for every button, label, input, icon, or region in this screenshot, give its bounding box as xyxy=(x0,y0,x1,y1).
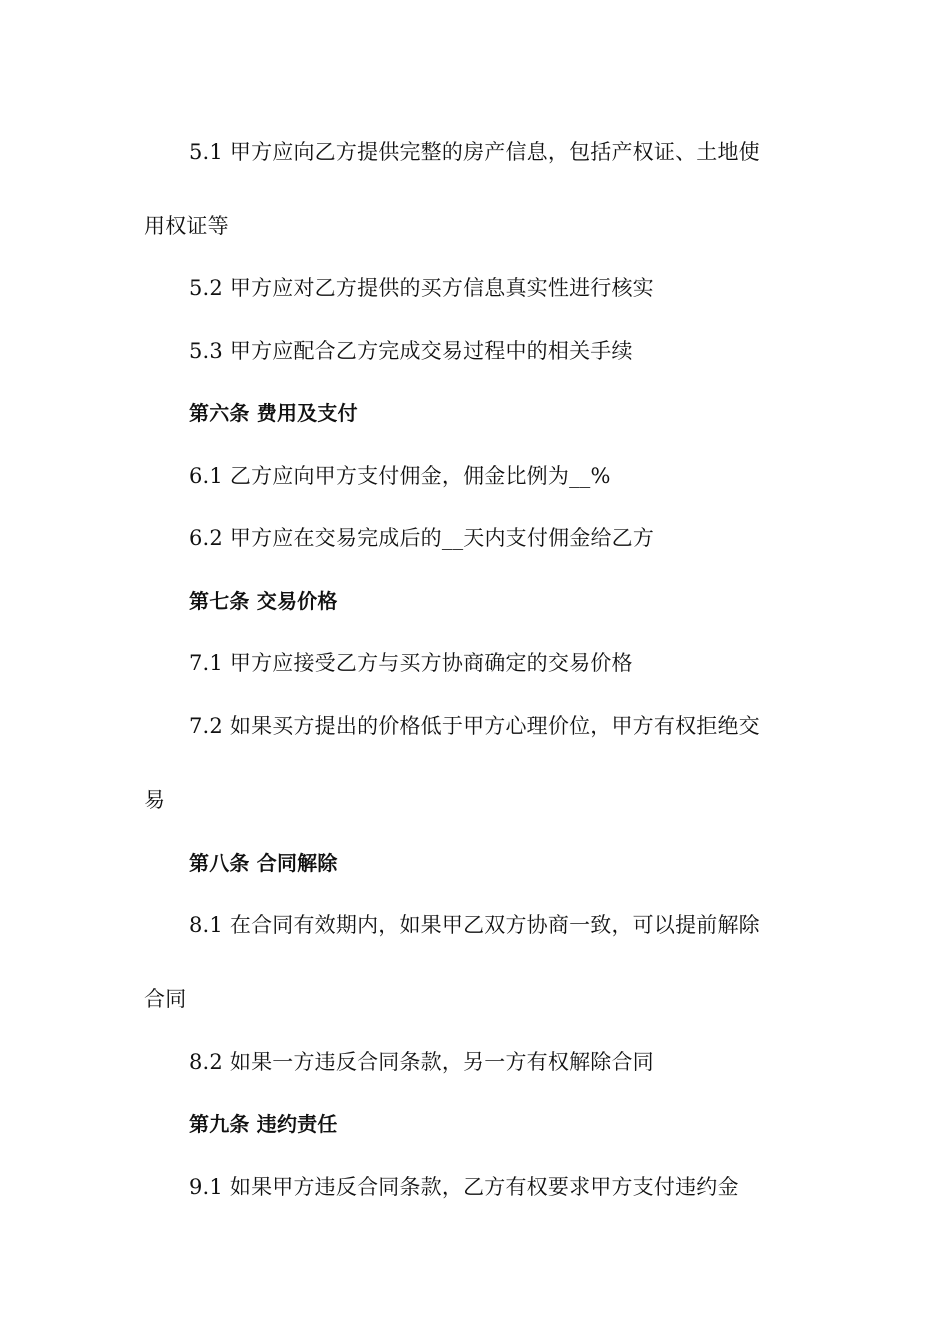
clause-6-1: 6.1 乙方应向甲方支付佣金，佣金比例为__% xyxy=(189,464,611,488)
clause-7-2-continued: 易 xyxy=(144,788,166,812)
clause-7-2: 7.2 如果买方提出的价格低于甲方心理价位，甲方有权拒绝交 xyxy=(189,714,760,738)
clause-6-2: 6.2 甲方应在交易完成后的__天内支付佣金给乙方 xyxy=(189,526,655,550)
article-6-heading: 第六条 费用及支付 xyxy=(189,401,358,425)
clause-8-2: 8.2 如果一方违反合同条款，另一方有权解除合同 xyxy=(189,1050,654,1074)
clause-5-2: 5.2 甲方应对乙方提供的买方信息真实性进行核实 xyxy=(189,276,654,300)
clause-7-1: 7.1 甲方应接受乙方与买方协商确定的交易价格 xyxy=(189,651,633,675)
clause-5-3: 5.3 甲方应配合乙方完成交易过程中的相关手续 xyxy=(189,339,633,363)
clause-5-1-continued: 用权证等 xyxy=(144,214,229,238)
article-8-heading: 第八条 合同解除 xyxy=(189,851,338,875)
clause-8-1-continued: 合同 xyxy=(144,987,187,1011)
clause-8-1: 8.1 在合同有效期内，如果甲乙双方协商一致，可以提前解除 xyxy=(189,913,760,937)
article-7-heading: 第七条 交易价格 xyxy=(189,589,338,613)
clause-5-1: 5.1 甲方应向乙方提供完整的房产信息，包括产权证、土地使 xyxy=(189,140,760,164)
clause-9-1: 9.1 如果甲方违反合同条款，乙方有权要求甲方支付违约金 xyxy=(189,1175,739,1199)
article-9-heading: 第九条 违约责任 xyxy=(189,1112,338,1136)
